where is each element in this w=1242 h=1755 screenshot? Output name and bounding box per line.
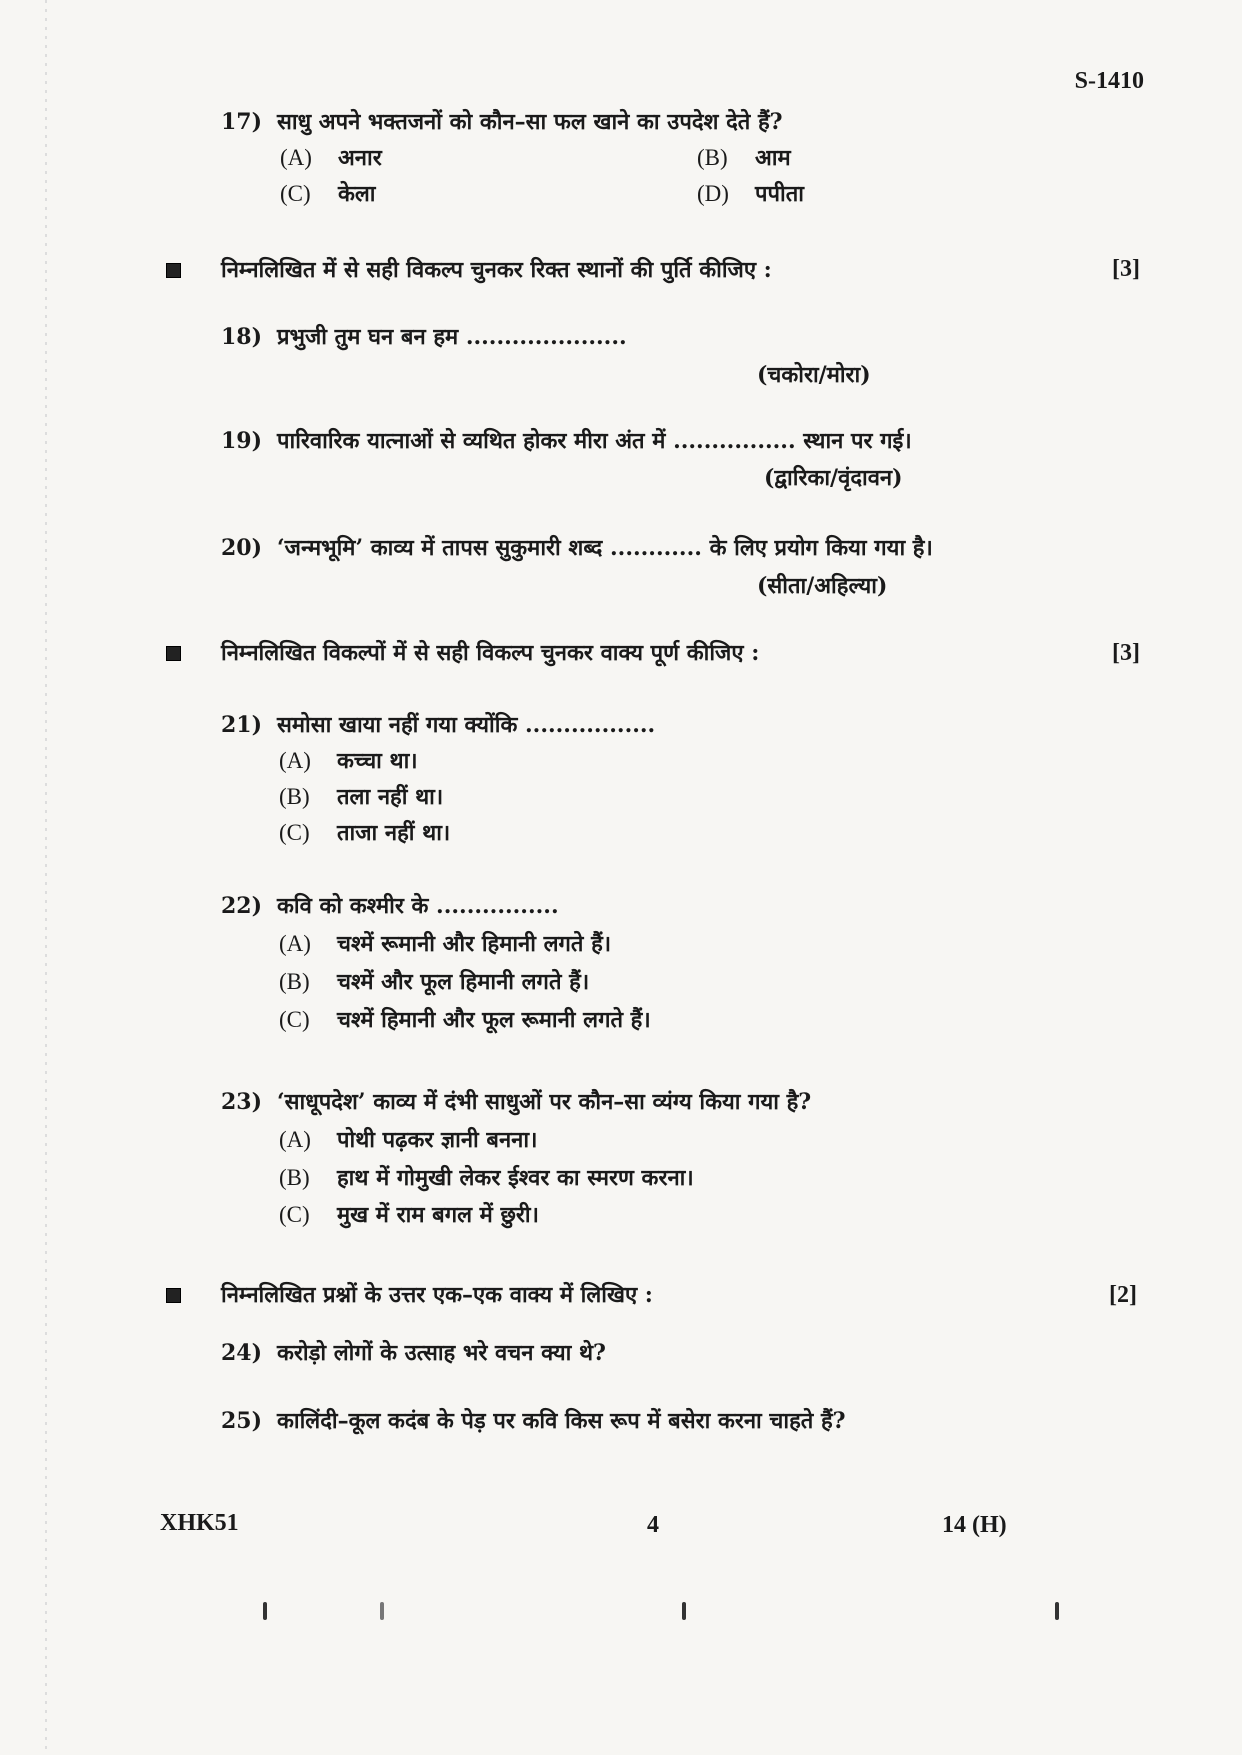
paper-code: S-1410 bbox=[1074, 68, 1144, 94]
q21-option-b: (B) तला नहीं था। bbox=[279, 784, 444, 810]
q22-option-b: (B) चश्में और फूल हिमानी लगते हैं। bbox=[279, 969, 590, 995]
section-bullet bbox=[166, 1288, 181, 1303]
section-bullet bbox=[166, 646, 181, 661]
footer-series-code: XHK51 bbox=[160, 1510, 239, 1536]
question-19-hint: (द्वारिका/वृंदावन) bbox=[764, 465, 903, 491]
question-17 bbox=[221, 106, 783, 136]
q21-option-a: (A) कच्चा था। bbox=[279, 748, 418, 774]
registration-mark bbox=[1055, 1602, 1059, 1620]
question-text: साधु अपने भक्तजनों को कौन–सा फल खाने का उपदेश देते हैं? bbox=[277, 109, 783, 135]
page-edge-dots bbox=[45, 0, 47, 1755]
question-23: 23) ‘साधूपदेश’ काव्य में दंभी साधुओं पर कौन–सा व्यंग्य किया गया है? bbox=[221, 1089, 812, 1115]
section-3-instruction: निम्नलिखित प्रश्नों के उत्तर एक–एक वाक्य में लिखिए : bbox=[221, 1282, 653, 1308]
question-25: 25) कालिंदी–कूल कदंब के पेड़ पर कवि किस रूप में बसेरा करना चाहते हैं? bbox=[221, 1408, 846, 1434]
section-2-marks: [3] bbox=[1112, 640, 1140, 666]
q23-option-c: (C) मुख में राम बगल में छुरी। bbox=[279, 1202, 539, 1228]
question-18: 18) प्रभुजी तुम घन बन हम ..................... bbox=[221, 324, 627, 350]
registration-mark bbox=[682, 1602, 686, 1620]
q23-option-a: (A) पोथी पढ़कर ज्ञानी बनना। bbox=[279, 1127, 538, 1153]
section-1-marks: [3] bbox=[1112, 256, 1140, 282]
footer-set-code: 14 (H) bbox=[942, 1512, 1007, 1538]
question-number: 17) bbox=[221, 109, 263, 135]
q22-option-c: (C) चश्में हिमानी और फूल रूमानी लगते हैं। bbox=[279, 1007, 651, 1033]
q17-option-a: (A) अनार bbox=[280, 145, 382, 171]
section-3-marks: [2] bbox=[1109, 1282, 1137, 1308]
q17-option-d: (D) पपीता bbox=[697, 181, 804, 207]
footer-page-number: 4 bbox=[647, 1512, 659, 1538]
question-18-hint: (चकोरा/मोरा) bbox=[757, 362, 871, 388]
q21-option-c: (C) ताजा नहीं था। bbox=[279, 820, 451, 846]
question-24: 24) करोड़ो लोगों के उत्साह भरे वचन क्या थे? bbox=[221, 1340, 606, 1366]
question-22: 22) कवि को कश्मीर के ................ bbox=[221, 893, 559, 919]
q17-option-b: (B) आम bbox=[697, 145, 791, 171]
question-20-hint: (सीता/अहिल्या) bbox=[757, 573, 888, 599]
section-1-instruction: निम्नलिखित में से सही विकल्प चुनकर रिक्त स्थानों की पुर्ति कीजिए : bbox=[221, 257, 772, 283]
q17-option-c: (C) केला bbox=[280, 181, 376, 207]
registration-mark bbox=[380, 1602, 384, 1620]
q22-option-a: (A) चश्में रूमानी और हिमानी लगते हैं। bbox=[279, 931, 612, 957]
section-2-instruction: निम्नलिखित विकल्पों में से सही विकल्प चुनकर वाक्य पूर्ण कीजिए : bbox=[221, 640, 760, 666]
question-21: 21) समोसा खाया नहीं गया क्योंकि ................. bbox=[221, 712, 656, 738]
registration-mark bbox=[263, 1602, 267, 1620]
question-20: 20) ‘जन्मभूमि’ काव्य में तापस सुकुमारी शब्द ............ के लिए प्रयोग किया गया है। bbox=[221, 535, 933, 561]
question-19: 19) पारिवारिक यात्नाओं से व्यथित होकर मीरा अंत में ................ स्थान पर गई। bbox=[221, 428, 912, 454]
section-bullet bbox=[166, 263, 181, 278]
q23-option-b: (B) हाथ में गोमुखी लेकर ईश्वर का स्मरण करना। bbox=[279, 1165, 694, 1191]
